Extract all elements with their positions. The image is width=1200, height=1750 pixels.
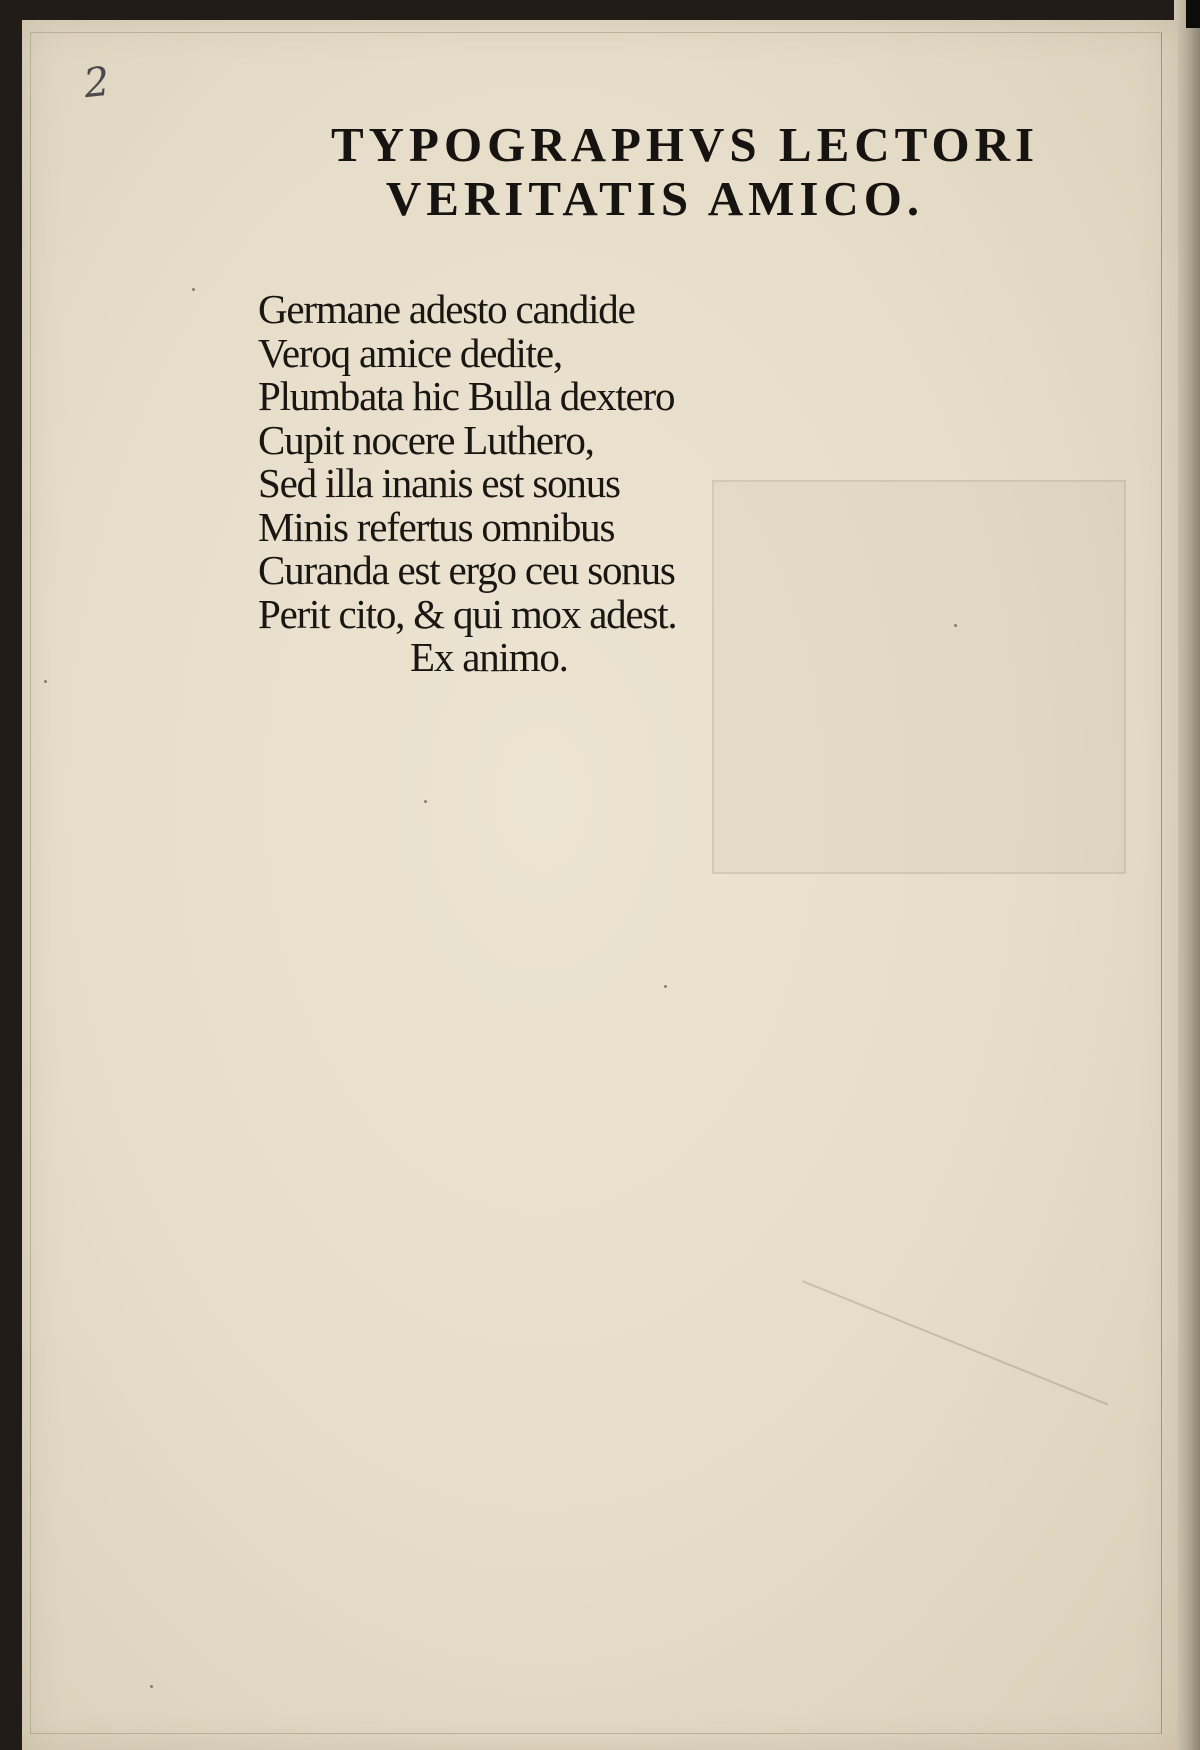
ink-speck (192, 288, 195, 291)
bleed-through-woodcut (712, 480, 1126, 874)
scan-corner (1186, 0, 1200, 28)
poem-verse: Sed illa inanis est sonus (258, 460, 620, 506)
ink-speck (150, 1685, 153, 1688)
title-line-1: TYPOGRAPHVS LECTORI (330, 117, 1040, 172)
poem-verse: Curanda est ergo ceu sonus (258, 547, 675, 593)
ink-speck (44, 680, 47, 683)
title-line-2: VERITATIS AMICO. (385, 171, 925, 226)
ink-speck (664, 985, 667, 988)
poem-verse: Plumbata hic Bulla dextero (258, 373, 675, 419)
book-page (22, 20, 1178, 1750)
ink-speck (424, 800, 427, 803)
poem-verse: Germane adesto candide (258, 286, 635, 332)
poem-verse: Veroq amice dedite, (258, 329, 562, 376)
poem-block (258, 288, 676, 680)
poem-verse: Perit cito, & qui mox adest. (258, 590, 677, 637)
ink-speck (954, 624, 957, 627)
folio-number: 2 (81, 58, 112, 108)
poem-signoff: Ex animo. (410, 634, 568, 680)
poem-verse: Minis refertus omnibus (258, 503, 615, 550)
poem-verse: Cupit nocere Luthero, (258, 416, 594, 463)
page-title (22, 118, 1178, 226)
